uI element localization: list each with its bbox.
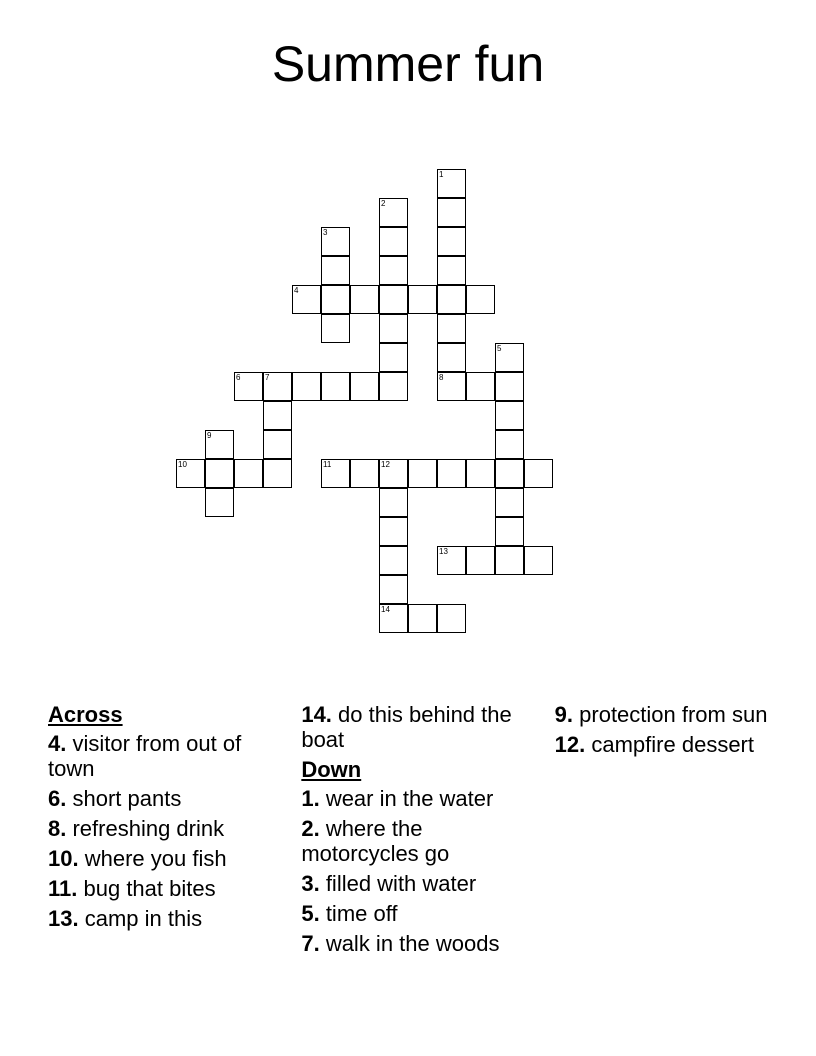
grid-cell[interactable] [379,488,408,517]
clue-number: 10. [48,846,79,871]
grid-cell[interactable] [466,546,495,575]
down-heading: Down [301,757,362,782]
grid-cell[interactable] [495,517,524,546]
grid-cell[interactable] [176,459,205,488]
grid-cell[interactable] [350,372,379,401]
grid-cell[interactable] [495,546,524,575]
cell-number: 9 [207,431,212,440]
grid-cell[interactable] [437,546,466,575]
grid-cell[interactable] [379,575,408,604]
grid-cell[interactable] [495,372,524,401]
grid-cell[interactable] [408,459,437,488]
grid-cell[interactable] [495,401,524,430]
clue-text: refreshing drink [72,816,225,841]
clue-text: where the motorcycles go [301,816,450,866]
cell-number: 11 [323,460,332,469]
clue-down-7 [301,931,524,956]
grid-cell[interactable] [292,372,321,401]
clue-number: 6. [48,786,67,811]
grid-cell[interactable] [466,459,495,488]
grid-cell[interactable] [263,372,292,401]
clue-down-3 [301,871,524,896]
cell-number: 12 [381,460,390,469]
grid-cell[interactable] [379,517,408,546]
grid-cell[interactable] [379,285,408,314]
grid-cell[interactable] [379,546,408,575]
grid-cell[interactable] [408,604,437,633]
puzzle-title: Summer fun [271,36,545,92]
clue-across-13 [48,906,271,931]
grid-cell[interactable] [292,285,321,314]
clue-down-9 [555,702,778,727]
grid-cell[interactable] [437,372,466,401]
clue-across-11 [48,876,271,901]
clue-text: campfire dessert [591,732,754,757]
clue-across-8 [48,816,271,841]
clue-number: 4. [48,731,67,756]
grid-cell[interactable] [321,285,350,314]
grid-cell[interactable] [234,459,263,488]
grid-cell[interactable] [379,372,408,401]
clue-across-4 [48,731,271,781]
cell-number: 5 [497,344,502,353]
grid-cell[interactable] [379,198,408,227]
grid-cell[interactable] [321,372,350,401]
grid-cell[interactable] [437,314,466,343]
grid-cell[interactable] [524,459,553,488]
clue-text: visitor from out of town [48,731,242,781]
grid-cell[interactable] [437,459,466,488]
clue-number: 3. [301,871,320,896]
grid-cell[interactable] [495,343,524,372]
grid-cell[interactable] [379,256,408,285]
clue-text: camp in this [84,906,203,931]
grid-cell[interactable] [437,256,466,285]
grid-cell[interactable] [495,430,524,459]
clue-text: short pants [72,786,182,811]
grid-cell[interactable] [321,256,350,285]
clue-text: walk in the woods [325,931,500,956]
clue-text: do this behind the boat [301,702,512,752]
grid-cell[interactable] [466,285,495,314]
cell-number: 6 [236,373,241,382]
clue-number: 11. [48,876,78,901]
clue-down-2 [301,816,524,866]
across-heading: Across [48,702,123,727]
grid-cell[interactable] [437,198,466,227]
grid-cell[interactable] [205,459,234,488]
clue-number: 14. [301,702,332,727]
grid-cell[interactable] [524,546,553,575]
clue-number: 13. [48,906,79,931]
clue-across-14 [301,702,524,752]
clue-number: 1. [301,786,320,811]
grid-cell[interactable] [350,285,379,314]
grid-cell[interactable] [437,604,466,633]
grid-cell[interactable] [437,169,466,198]
grid-cell[interactable] [437,285,466,314]
clue-text: time off [325,901,398,926]
grid-cell[interactable] [263,459,292,488]
grid-cell[interactable] [263,430,292,459]
cell-number: 2 [381,199,386,208]
grid-cell[interactable] [321,314,350,343]
clue-list [48,702,778,962]
grid-cell[interactable] [379,227,408,256]
cell-number: 8 [439,373,444,382]
clue-text: where you fish [84,846,227,871]
clue-number: 7. [301,931,320,956]
cell-number: 1 [439,170,444,179]
grid-cell[interactable] [466,372,495,401]
grid-cell[interactable] [408,285,437,314]
clue-text: wear in the water [325,786,494,811]
grid-cell[interactable] [321,459,350,488]
clue-down-5 [301,901,524,926]
cell-number: 13 [439,547,448,556]
grid-cell[interactable] [234,372,263,401]
clue-across-10 [48,846,271,871]
grid-cell[interactable] [263,401,292,430]
grid-cell[interactable] [321,227,350,256]
clue-text: protection from sun [579,702,768,727]
grid-cell[interactable] [379,604,408,633]
clue-across-6 [48,786,271,811]
grid-cell[interactable] [495,488,524,517]
grid-cell[interactable] [205,430,234,459]
clue-text: bug that bites [83,876,216,901]
cell-number: 3 [323,228,328,237]
clue-number: 8. [48,816,67,841]
cell-number: 7 [265,373,270,382]
clue-down-1 [301,786,524,811]
clue-down-12 [555,732,778,757]
clue-number: 12. [554,732,586,757]
cell-number: 4 [294,286,299,295]
clue-text: filled with water [325,871,477,896]
clue-number: 9. [554,702,574,727]
clue-number: 2. [301,816,320,841]
grid-cell[interactable] [437,227,466,256]
grid-cell[interactable] [379,314,408,343]
grid-cell[interactable] [379,343,408,372]
grid-cell[interactable] [437,343,466,372]
grid-cell[interactable] [495,459,524,488]
cell-number: 10 [178,460,187,469]
grid-cell[interactable] [379,459,408,488]
clue-number: 5. [301,901,320,926]
grid-cell[interactable] [205,488,234,517]
cell-number: 14 [381,605,390,614]
grid-cell[interactable] [350,459,379,488]
